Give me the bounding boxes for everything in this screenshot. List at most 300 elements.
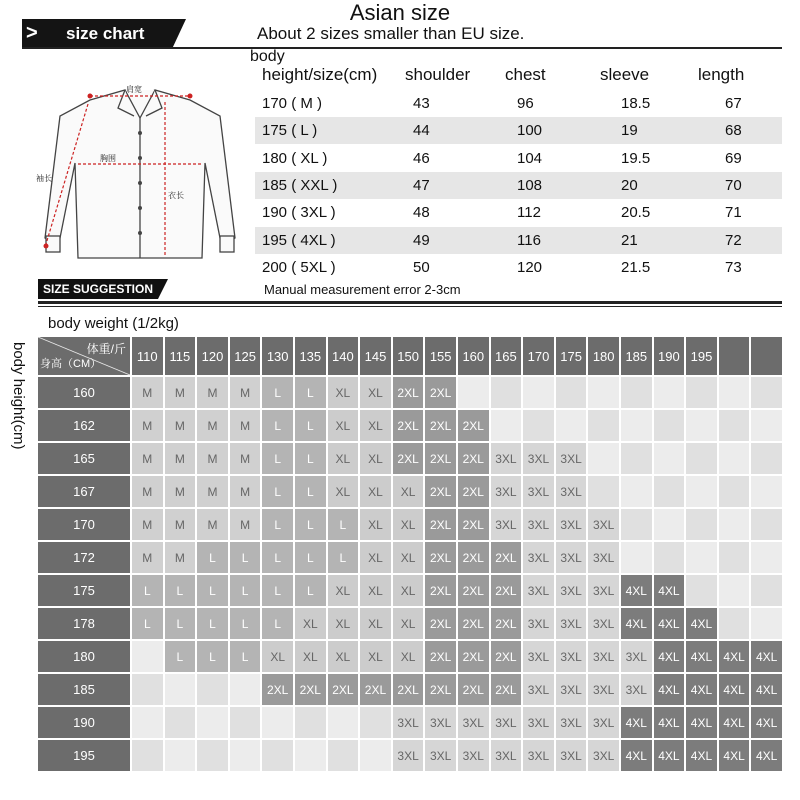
weight-header: 190 [654, 337, 687, 377]
body-label: body [250, 48, 285, 65]
size-chart-banner [22, 19, 172, 49]
grid-cell: 4XL [751, 740, 784, 773]
grid-cell: M [132, 509, 165, 542]
grid-cell: XL [360, 641, 393, 674]
grid-cell: XL [328, 608, 361, 641]
size-table-cell: 120 [517, 258, 543, 276]
grid-cell: 2XL [425, 509, 458, 542]
grid-cell: 4XL [654, 674, 687, 707]
grid-cell [621, 509, 654, 542]
weight-header [719, 337, 752, 377]
grid-cell [556, 377, 589, 410]
grid-cell: M [132, 443, 165, 476]
grid-cell: 3XL [425, 707, 458, 740]
weight-header: 185 [621, 337, 654, 377]
weight-header: 155 [425, 337, 458, 377]
grid-cell: XL [328, 410, 361, 443]
grid-cell: 2XL [491, 674, 524, 707]
size-table-cell: 195 ( 4XL ) [262, 231, 336, 249]
size-table-cell: 96 [517, 95, 534, 112]
grid-cell [719, 575, 752, 608]
size-table-cell: 185 ( XXL ) [262, 176, 338, 194]
size-table-cell: 190 ( 3XL ) [262, 204, 336, 222]
grid-cell: 4XL [751, 641, 784, 674]
weight-header: 160 [458, 337, 491, 377]
size-table-cell: 100 [517, 122, 543, 140]
grid-cell: 3XL [523, 542, 556, 575]
grid-cell [686, 476, 719, 509]
header-height-size: height/size(cm) [262, 65, 378, 84]
grid-cell: 3XL [523, 740, 556, 773]
grid-cell: 3XL [556, 476, 589, 509]
grid-cell [686, 509, 719, 542]
weight-header: 145 [360, 337, 393, 377]
grid-cell [556, 410, 589, 443]
grid-cell: 3XL [556, 608, 589, 641]
grid-cell: 3XL [588, 707, 621, 740]
grid-cell: L [197, 641, 230, 674]
grid-cell: 3XL [425, 740, 458, 773]
grid-cell: L [132, 575, 165, 608]
grid-cell: 3XL [523, 674, 556, 707]
grid-cell: XL [295, 641, 328, 674]
grid-cell: L [295, 443, 328, 476]
weight-header: 180 [588, 337, 621, 377]
size-table-cell: 72 [725, 231, 742, 249]
size-table-cell: 19 [621, 122, 638, 140]
grid-cell: 3XL [523, 707, 556, 740]
grid-cell: L [197, 608, 230, 641]
grid-cell: 3XL [523, 476, 556, 509]
grid-cell: M [197, 443, 230, 476]
measurement-note: Manual measurement error 2-3cm [264, 282, 461, 297]
grid-cell: 2XL [425, 476, 458, 509]
grid-cell [654, 542, 687, 575]
grid-cell: XL [393, 641, 426, 674]
size-table-cell: 18.5 [621, 95, 651, 112]
grid-cell [719, 542, 752, 575]
grid-cell: 3XL [588, 674, 621, 707]
grid-cell: 2XL [425, 377, 458, 410]
grid-cell: XL [360, 542, 393, 575]
grid-cell: 3XL [556, 740, 589, 773]
grid-cell [719, 410, 752, 443]
size-table-row [255, 172, 782, 199]
divider [22, 47, 782, 49]
chevron-right-icon: > [26, 22, 38, 44]
size-table-cell: 47 [413, 176, 430, 194]
grid-cell: 4XL [719, 740, 752, 773]
grid-cell: 2XL [393, 674, 426, 707]
grid-cell: XL [360, 509, 393, 542]
grid-cell: L [262, 575, 295, 608]
grid-corner [38, 337, 132, 377]
grid-cell: 4XL [654, 608, 687, 641]
grid-cell: 2XL [425, 410, 458, 443]
grid-cell [165, 740, 198, 773]
grid-cell: XL [328, 476, 361, 509]
grid-cell: M [197, 476, 230, 509]
grid-cell [491, 410, 524, 443]
grid-cell: 4XL [686, 707, 719, 740]
grid-cell: 4XL [686, 740, 719, 773]
weight-header: 120 [197, 337, 230, 377]
grid-cell: 3XL [556, 641, 589, 674]
grid-cell [523, 410, 556, 443]
banner-label: size chart [66, 24, 145, 43]
grid-cell: M [230, 509, 263, 542]
grid-cell: L [328, 509, 361, 542]
grid-cell: 2XL [491, 641, 524, 674]
divider [38, 306, 782, 307]
size-table-cell: 44 [413, 122, 430, 140]
grid-cell: XL [360, 575, 393, 608]
grid-cell: 4XL [751, 707, 784, 740]
size-table-row [255, 199, 782, 226]
grid-cell: 2XL [458, 542, 491, 575]
grid-cell [360, 740, 393, 773]
grid-cell: 2XL [393, 443, 426, 476]
subtitle: About 2 sizes smaller than EU size. [257, 24, 525, 43]
size-suggestion-banner: SIZE SUGGESTION [38, 279, 158, 299]
size-table-cell: 43 [413, 95, 430, 112]
grid-cell: 2XL [425, 575, 458, 608]
grid-cell: L [262, 410, 295, 443]
grid-cell [751, 410, 784, 443]
grid-cell [491, 377, 524, 410]
grid-cell: 3XL [393, 740, 426, 773]
grid-cell [132, 641, 165, 674]
grid-cell: L [165, 575, 198, 608]
grid-cell [654, 410, 687, 443]
grid-cell: 2XL [295, 674, 328, 707]
grid-cell: 3XL [491, 443, 524, 476]
grid-cell: 3XL [588, 608, 621, 641]
grid-cell: 3XL [556, 674, 589, 707]
grid-cell: 4XL [621, 575, 654, 608]
weight-header: 130 [262, 337, 295, 377]
grid-cell: 3XL [556, 575, 589, 608]
grid-cell: L [262, 476, 295, 509]
grid-cell: L [295, 542, 328, 575]
grid-cell: L [230, 641, 263, 674]
grid-cell: L [262, 542, 295, 575]
grid-cell: 3XL [556, 542, 589, 575]
size-table-cell: 19.5 [621, 149, 651, 167]
height-header: 165 [38, 443, 132, 476]
size-table-cell: 46 [413, 149, 430, 167]
grid-cell [719, 608, 752, 641]
grid-cell [686, 542, 719, 575]
grid-cell: L [295, 377, 328, 410]
grid-cell [523, 377, 556, 410]
grid-cell: XL [393, 575, 426, 608]
grid-cell [197, 740, 230, 773]
grid-cell [686, 443, 719, 476]
grid-cell: 4XL [621, 608, 654, 641]
grid-cell [360, 707, 393, 740]
height-header: 195 [38, 740, 132, 773]
grid-cell: M [132, 410, 165, 443]
grid-cell: 4XL [719, 707, 752, 740]
page-title: Asian size [349, 0, 451, 25]
size-table-row [255, 254, 782, 281]
grid-cell: 3XL [491, 707, 524, 740]
grid-cell: 3XL [491, 509, 524, 542]
header-sleeve: sleeve [600, 65, 650, 84]
grid-cell: 3XL [523, 575, 556, 608]
grid-cell [686, 377, 719, 410]
grid-cell: 2XL [491, 575, 524, 608]
size-table-cell: 70 [725, 176, 742, 194]
grid-cell: XL [360, 476, 393, 509]
length-label: 衣长 [168, 191, 184, 200]
grid-cell: L [262, 509, 295, 542]
grid-cell: L [262, 377, 295, 410]
size-table-header [255, 62, 782, 89]
grid-cell: 3XL [588, 542, 621, 575]
height-header: 167 [38, 476, 132, 509]
grid-cell [719, 476, 752, 509]
grid-cell: M [230, 476, 263, 509]
grid-cell: L [295, 575, 328, 608]
grid-cell: M [230, 377, 263, 410]
height-header: 172 [38, 542, 132, 575]
grid-cell: M [132, 377, 165, 410]
grid-cell [230, 740, 263, 773]
grid-cell: XL [393, 542, 426, 575]
header-shoulder: shoulder [405, 65, 471, 84]
corner-weight-label: 体重/斤 [86, 342, 126, 356]
grid-cell [230, 674, 263, 707]
grid-cell: 2XL [425, 443, 458, 476]
grid-cell: 4XL [654, 575, 687, 608]
grid-cell: L [132, 608, 165, 641]
header-chest: chest [505, 65, 546, 84]
height-header: 190 [38, 707, 132, 740]
grid-cell [621, 410, 654, 443]
grid-cell [751, 509, 784, 542]
height-header: 170 [38, 509, 132, 542]
weight-header: 135 [295, 337, 328, 377]
grid-cell: XL [262, 641, 295, 674]
grid-cell: M [165, 377, 198, 410]
grid-cell [295, 707, 328, 740]
size-table-cell: 69 [725, 149, 742, 167]
grid-cell: 4XL [654, 707, 687, 740]
grid-cell: 2XL [425, 608, 458, 641]
shoulder-label: 肩宽 [126, 85, 142, 94]
grid-cell [621, 476, 654, 509]
grid-cell: L [295, 476, 328, 509]
grid-cell: 3XL [621, 641, 654, 674]
grid-cell: M [165, 509, 198, 542]
size-table-cell: 48 [413, 204, 430, 222]
size-table-cell: 200 ( 5XL ) [262, 258, 336, 276]
grid-cell [719, 377, 752, 410]
grid-cell: L [295, 410, 328, 443]
banner-tail [172, 19, 186, 49]
grid-cell: L [197, 575, 230, 608]
grid-cell [654, 509, 687, 542]
grid-cell: M [132, 476, 165, 509]
grid-cell [751, 608, 784, 641]
grid-cell [588, 443, 621, 476]
weight-header: 195 [686, 337, 719, 377]
grid-cell: L [230, 542, 263, 575]
grid-cell: L [295, 509, 328, 542]
grid-cell [458, 377, 491, 410]
size-table-cell: 21 [621, 231, 638, 249]
grid-cell: 2XL [491, 542, 524, 575]
size-table-cell: 170 ( M ) [262, 95, 323, 112]
grid-cell: M [165, 410, 198, 443]
size-table-cell: 108 [517, 176, 543, 194]
grid-cell [230, 707, 263, 740]
grid-cell [328, 740, 361, 773]
size-table-cell: 180 ( XL ) [262, 149, 328, 167]
size-table-cell: 20.5 [621, 204, 651, 222]
grid-cell: 2XL [328, 674, 361, 707]
height-header: 162 [38, 410, 132, 443]
grid-cell: 4XL [686, 674, 719, 707]
grid-cell [132, 674, 165, 707]
size-table-cell: 112 [517, 204, 541, 222]
size-table-row [255, 117, 782, 144]
grid-cell: 3XL [588, 509, 621, 542]
size-table-cell: 20 [621, 176, 638, 194]
grid-cell: 2XL [458, 476, 491, 509]
grid-cell [588, 476, 621, 509]
grid-cell: 3XL [458, 740, 491, 773]
grid-cell: 4XL [621, 707, 654, 740]
weight-header: 110 [132, 337, 165, 377]
grid-cell: L [230, 575, 263, 608]
grid-cell [751, 443, 784, 476]
grid-cell: L [165, 641, 198, 674]
grid-cell: XL [393, 608, 426, 641]
header-length: length [698, 65, 745, 84]
grid-cell [654, 443, 687, 476]
shirt-diagram [30, 78, 250, 273]
grid-cell: XL [328, 641, 361, 674]
grid-cell [262, 740, 295, 773]
grid-cell [621, 377, 654, 410]
grid-cell [295, 740, 328, 773]
grid-cell [686, 410, 719, 443]
grid-cell: L [262, 608, 295, 641]
grid-cell [751, 476, 784, 509]
grid-cell: XL [360, 443, 393, 476]
grid-cell [621, 542, 654, 575]
grid-cell: 3XL [588, 740, 621, 773]
height-header: 160 [38, 377, 132, 410]
grid-cell [588, 377, 621, 410]
grid-cell [719, 509, 752, 542]
size-suggestion-grid [38, 337, 784, 773]
grid-cell: 3XL [393, 707, 426, 740]
grid-cell: XL [328, 443, 361, 476]
grid-cell: M [197, 509, 230, 542]
grid-cell: XL [393, 509, 426, 542]
grid-cell [197, 674, 230, 707]
grid-cell: 2XL [458, 641, 491, 674]
grid-cell: 3XL [523, 641, 556, 674]
grid-cell: XL [295, 608, 328, 641]
grid-cell: 3XL [491, 476, 524, 509]
grid-cell [751, 377, 784, 410]
grid-cell: XL [360, 410, 393, 443]
grid-cell: M [197, 377, 230, 410]
size-table-cell: 175 ( L ) [262, 122, 318, 140]
size-table-cell: 21.5 [621, 258, 651, 276]
size-table-cell: 104 [517, 149, 543, 167]
grid-cell: 4XL [654, 641, 687, 674]
grid-cell [751, 575, 784, 608]
grid-cell: 4XL [686, 608, 719, 641]
grid-cell [686, 575, 719, 608]
grid-cell [165, 707, 198, 740]
grid-cell: 2XL [262, 674, 295, 707]
grid-cell: 2XL [458, 674, 491, 707]
grid-cell: M [197, 410, 230, 443]
height-header: 185 [38, 674, 132, 707]
grid-cell: 2XL [360, 674, 393, 707]
height-header: 178 [38, 608, 132, 641]
size-suggestion-tail [158, 279, 168, 299]
grid-cell: 2XL [425, 674, 458, 707]
grid-cell: 3XL [556, 443, 589, 476]
grid-cell: L [328, 542, 361, 575]
grid-cell: 3XL [621, 674, 654, 707]
grid-cell [328, 707, 361, 740]
grid-cell: 2XL [491, 608, 524, 641]
size-table-cell: 71 [725, 204, 742, 222]
grid-cell [751, 542, 784, 575]
size-table-cell: 67 [725, 95, 742, 112]
grid-cell: L [197, 542, 230, 575]
size-table-row [255, 145, 782, 172]
weight-header [751, 337, 784, 377]
grid-cell: 2XL [458, 509, 491, 542]
grid-cell: 2XL [425, 542, 458, 575]
size-table-cell: 49 [413, 231, 430, 249]
grid-cell [262, 707, 295, 740]
grid-cell: XL [328, 575, 361, 608]
grid-cell: M [165, 476, 198, 509]
size-table-cell: 116 [517, 231, 541, 249]
grid-cell: M [165, 443, 198, 476]
grid-cell: 3XL [523, 608, 556, 641]
grid-cell: 3XL [491, 740, 524, 773]
chest-label: 胸围 [100, 154, 116, 163]
divider [38, 301, 782, 304]
weight-header: 140 [328, 337, 361, 377]
grid-cell [654, 377, 687, 410]
grid-cell: 4XL [621, 740, 654, 773]
grid-cell [132, 740, 165, 773]
grid-cell [165, 674, 198, 707]
grid-cell: L [230, 608, 263, 641]
grid-cell: 3XL [556, 509, 589, 542]
grid-cell: 4XL [654, 740, 687, 773]
grid-cell: 3XL [556, 707, 589, 740]
grid-cell: 4XL [751, 674, 784, 707]
grid-cell: 2XL [393, 377, 426, 410]
grid-cell: M [132, 542, 165, 575]
grid-cell: 3XL [523, 509, 556, 542]
weight-axis-label: body weight (1/2kg) [48, 315, 179, 332]
